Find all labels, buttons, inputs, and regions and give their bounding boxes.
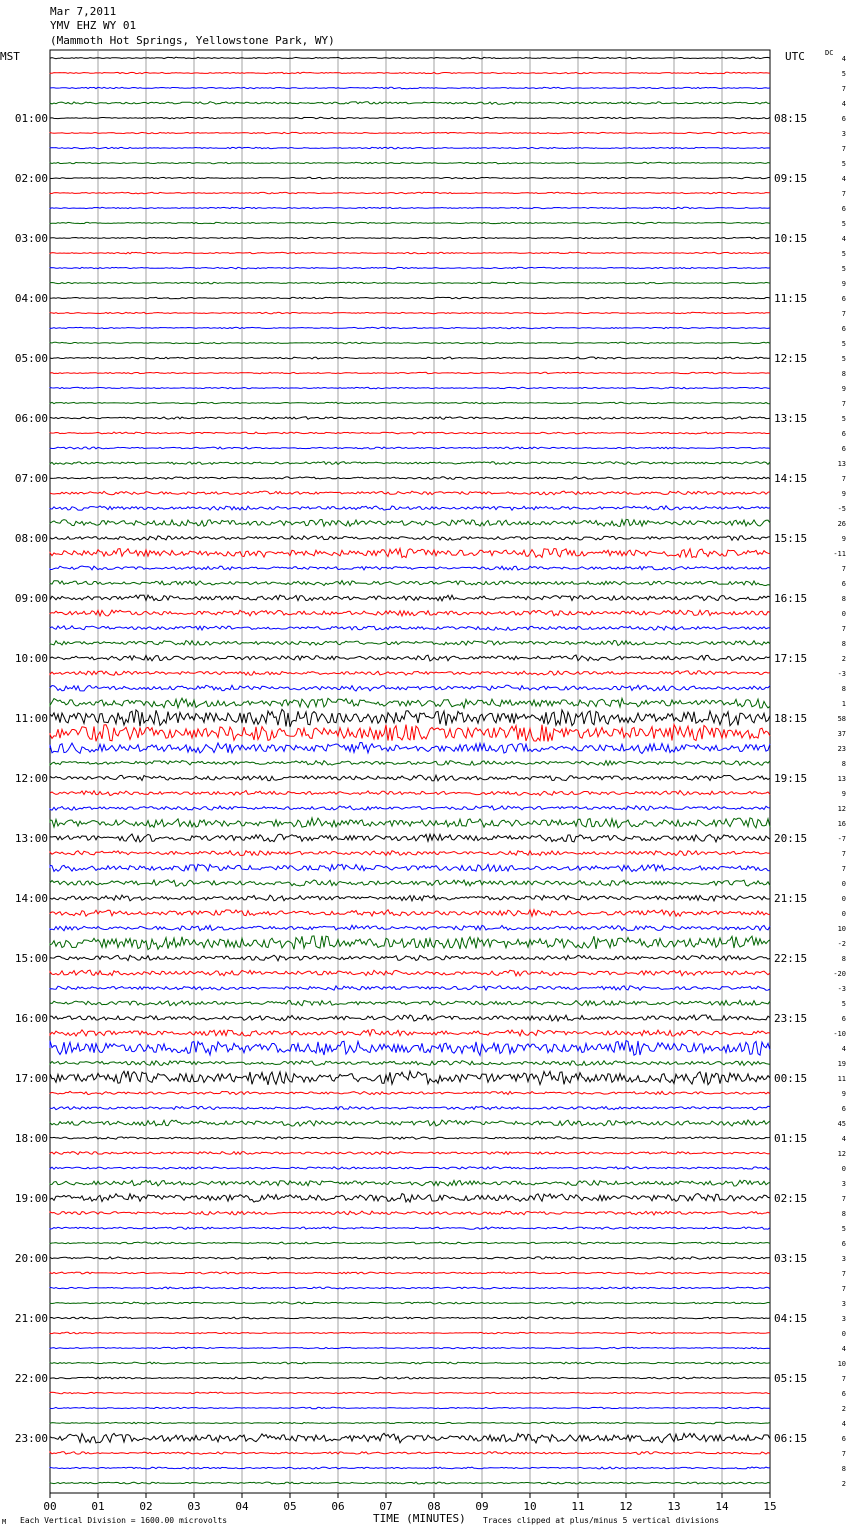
mst-hour-label: 15:00 [14, 952, 48, 965]
seismic-trace [50, 536, 770, 541]
dc-offset-value: 16 [837, 820, 846, 828]
dc-offset-value: 4 [841, 1135, 846, 1143]
seismic-trace [50, 491, 770, 495]
dc-offset-value: 6 [841, 1105, 846, 1113]
seismic-trace [50, 387, 770, 389]
seismic-trace [50, 87, 770, 89]
dc-offset-value: 5 [841, 1225, 846, 1233]
mst-hour-label: 17:00 [14, 1072, 48, 1085]
utc-hour-label: 20:15 [774, 832, 808, 845]
seismic-trace [50, 1194, 770, 1203]
seismic-trace [50, 1120, 770, 1126]
dc-offset-value: 9 [841, 535, 846, 543]
dc-offset-value: 3 [841, 1300, 846, 1308]
mst-hour-label: 02:00 [14, 172, 48, 185]
seismic-trace [50, 1377, 770, 1379]
dc-offset-value: 6 [841, 1015, 846, 1023]
seismic-trace [50, 698, 770, 708]
seismic-trace [50, 936, 770, 950]
seismic-trace [50, 581, 770, 586]
x-tick-label: 12 [619, 1500, 633, 1513]
dc-offset-value: 6 [841, 1435, 846, 1443]
seismic-trace [50, 1422, 770, 1424]
utc-hour-label: 02:15 [774, 1192, 808, 1205]
seismic-trace [50, 851, 770, 856]
seismic-trace [50, 791, 770, 796]
dc-offset-value: 0 [841, 880, 846, 888]
dc-offset-value: 5 [841, 355, 846, 363]
dc-offset-value: 19 [837, 1060, 846, 1068]
seismic-trace [50, 761, 770, 766]
dc-offset-value: 3 [841, 130, 846, 138]
station-code: YMV EHZ WY 01 [50, 19, 137, 32]
dc-offset-value: 8 [841, 760, 846, 768]
seismic-trace [50, 1407, 770, 1408]
seismic-trace [50, 1482, 770, 1484]
mst-hour-label: 07:00 [14, 472, 48, 485]
dc-offset-value: 26 [837, 520, 846, 528]
seismic-trace [50, 709, 770, 727]
seismic-trace [50, 1015, 770, 1021]
seismic-trace [50, 312, 770, 313]
seismic-trace [50, 477, 770, 480]
seismic-trace [50, 743, 770, 754]
seismic-trace [50, 192, 770, 194]
dc-offset-value: 9 [841, 790, 846, 798]
seismic-trace [50, 549, 770, 558]
mst-hour-label: 21:00 [14, 1312, 48, 1325]
seismic-trace [50, 1106, 770, 1109]
x-axis-label: TIME (MINUTES) [373, 1512, 466, 1525]
seismic-trace [50, 132, 770, 134]
dc-offset-value: 9 [841, 280, 846, 288]
mst-hour-label: 11:00 [14, 712, 48, 725]
mst-hour-label: 23:00 [14, 1432, 48, 1445]
mst-hour-label: 09:00 [14, 592, 48, 605]
footer-mark: M [2, 1518, 7, 1526]
seismic-trace [50, 895, 770, 901]
x-tick-label: 10 [523, 1500, 537, 1513]
seismic-trace [50, 566, 770, 570]
utc-hour-label: 13:15 [774, 412, 808, 425]
seismic-trace [50, 1167, 770, 1169]
dc-offset-value: 8 [841, 685, 846, 693]
dc-offset-value: 3 [841, 1315, 846, 1323]
seismic-trace [50, 626, 770, 630]
seismic-trace [50, 207, 770, 209]
dc-offset-value: -20 [833, 970, 846, 978]
dc-offset-value: 4 [841, 100, 846, 108]
dc-offset-value: 6 [841, 445, 846, 453]
seismic-trace [50, 282, 770, 284]
seismic-trace [50, 955, 770, 961]
dc-offset-value: 6 [841, 1240, 846, 1248]
seismic-trace [50, 1452, 770, 1455]
seismic-trace [50, 462, 770, 465]
seismic-trace [50, 252, 770, 254]
seismic-trace [50, 222, 770, 224]
dc-offset-value: 4 [841, 55, 846, 63]
dc-offset-value: 7 [841, 400, 846, 408]
mst-hour-label: 13:00 [14, 832, 48, 845]
seismic-trace [50, 327, 770, 328]
seismic-trace [50, 834, 770, 842]
seismic-trace [50, 655, 770, 661]
seismic-trace [50, 147, 770, 148]
mst-hour-label: 04:00 [14, 292, 48, 305]
seismic-trace [50, 641, 770, 646]
seismic-trace [50, 986, 770, 990]
utc-hour-label: 23:15 [774, 1012, 808, 1025]
x-tick-label: 03 [187, 1500, 201, 1513]
seismic-trace [50, 1071, 770, 1085]
dc-offset-value: 0 [841, 910, 846, 918]
dc-offset-value: 13 [837, 775, 846, 783]
dc-offset-value: 4 [841, 235, 846, 243]
dc-offset-value: -2 [837, 940, 846, 948]
seismic-trace [50, 671, 770, 675]
utc-hour-label: 01:15 [774, 1132, 808, 1145]
seismic-trace [50, 1467, 770, 1469]
plot-frame [50, 50, 770, 1493]
utc-hour-label: 17:15 [774, 652, 808, 665]
dc-offset-value: 4 [841, 1420, 846, 1428]
left-timezone-label: MST [0, 50, 20, 63]
dc-offset-value: 8 [841, 640, 846, 648]
x-tick-label: 02 [139, 1500, 153, 1513]
mst-hour-label: 05:00 [14, 352, 48, 365]
seismic-trace [50, 506, 770, 510]
dc-offset-value: 0 [841, 1330, 846, 1338]
dc-offset-value: 8 [841, 370, 846, 378]
x-tick-label: 05 [283, 1500, 297, 1513]
x-tick-label: 15 [763, 1500, 777, 1513]
seismic-trace [50, 1180, 770, 1186]
mst-hour-label: 08:00 [14, 532, 48, 545]
utc-hour-label: 18:15 [774, 712, 808, 725]
dc-offset-value: 12 [837, 1150, 846, 1158]
seismic-trace [50, 1287, 770, 1289]
dc-offset-value: 7 [841, 85, 846, 93]
dc-offset-value: 8 [841, 955, 846, 963]
dc-offset-value: 7 [841, 565, 846, 573]
dc-offset-value: 5 [841, 250, 846, 258]
dc-offset-value: -7 [837, 835, 846, 843]
dc-offset-value: 4 [841, 175, 846, 183]
seismic-trace [50, 818, 770, 828]
dc-offset-value: 7 [841, 1195, 846, 1203]
dc-offset-value: 8 [841, 1465, 846, 1473]
x-tick-label: 11 [571, 1500, 585, 1513]
dc-offset-value: -11 [833, 550, 846, 558]
dc-offset-value: 6 [841, 1390, 846, 1398]
seismic-trace [50, 1041, 770, 1056]
dc-offset-value: 7 [841, 865, 846, 873]
seismic-trace [50, 1227, 770, 1229]
mst-hour-label: 14:00 [14, 892, 48, 905]
seismic-trace [50, 177, 770, 178]
dc-offset-value: 2 [841, 1405, 846, 1413]
seismic-trace [50, 595, 770, 601]
dc-offset-value: -3 [837, 670, 846, 678]
clip-note: Traces clipped at plus/minus 5 vertical divisions [483, 1516, 720, 1525]
seismic-trace [50, 1433, 770, 1443]
dc-offset-value: 4 [841, 1345, 846, 1353]
seismic-trace [50, 520, 770, 527]
seismic-trace [50, 117, 770, 118]
plot-date: Mar 7,2011 [50, 5, 117, 18]
seismic-trace [50, 1362, 770, 1364]
utc-hour-label: 08:15 [774, 112, 808, 125]
dc-offset-value: 8 [841, 595, 846, 603]
right-timezone-label: UTC [785, 50, 805, 63]
dc-offset-value: 7 [841, 310, 846, 318]
x-tick-label: 07 [379, 1500, 393, 1513]
utc-hour-label: 03:15 [774, 1252, 808, 1265]
utc-hour-label: 00:15 [774, 1072, 808, 1085]
seismic-trace [50, 447, 770, 449]
seismic-trace [50, 1392, 770, 1394]
seismic-trace [50, 1347, 770, 1349]
seismic-trace [50, 402, 770, 404]
seismic-trace [50, 1137, 770, 1139]
dc-offset-value: 8 [841, 1210, 846, 1218]
dc-offset-value: 6 [841, 325, 846, 333]
x-tick-label: 04 [235, 1500, 249, 1513]
seismic-trace [50, 1332, 770, 1333]
seismic-trace [50, 72, 770, 74]
dc-offset-value: 23 [837, 745, 846, 753]
seismic-trace [50, 1257, 770, 1259]
dc-offset-value: -10 [833, 1030, 846, 1038]
dc-offset-value: 5 [841, 160, 846, 168]
dc-offset-value: 4 [841, 1045, 846, 1053]
dc-offset-value: 58 [837, 715, 846, 723]
dc-offset-value: 3 [841, 1180, 846, 1188]
mst-hour-label: 19:00 [14, 1192, 48, 1205]
dc-offset-value: 12 [837, 805, 846, 813]
dc-offset-value: 11 [837, 1075, 846, 1083]
dc-offset-value: 1 [841, 700, 846, 708]
dc-offset-value: 37 [837, 730, 846, 738]
seismic-trace [50, 1242, 770, 1244]
seismic-trace [50, 372, 770, 373]
dc-offset-value: -3 [837, 985, 846, 993]
dc-offset-value: 10 [837, 1360, 846, 1368]
mst-hour-label: 22:00 [14, 1372, 48, 1385]
seismic-trace [50, 1000, 770, 1005]
seismic-trace [50, 1302, 770, 1304]
seismic-trace [50, 1061, 770, 1066]
utc-hour-label: 04:15 [774, 1312, 808, 1325]
dc-offset-value: 6 [841, 295, 846, 303]
mst-hour-label: 06:00 [14, 412, 48, 425]
dc-offset-value: 5 [841, 220, 846, 228]
dc-offset-value: 7 [841, 1375, 846, 1383]
dc-offset-header: DC [825, 49, 834, 57]
dc-offset-value: 7 [841, 850, 846, 858]
dc-offset-value: 0 [841, 610, 846, 618]
seismic-trace [50, 432, 770, 434]
utc-hour-label: 12:15 [774, 352, 808, 365]
seismic-trace [50, 297, 770, 298]
utc-hour-label: 06:15 [774, 1432, 808, 1445]
vertical-scale-note: Each Vertical Division = 1600.00 microvolts [20, 1516, 228, 1525]
dc-offset-value: 5 [841, 340, 846, 348]
seismic-trace [50, 970, 770, 976]
seismic-trace [50, 610, 770, 616]
mst-hour-label: 12:00 [14, 772, 48, 785]
seismic-trace [50, 775, 770, 781]
seismic-trace [50, 267, 770, 269]
dc-offset-value: 6 [841, 115, 846, 123]
utc-hour-label: 21:15 [774, 892, 808, 905]
utc-hour-label: 05:15 [774, 1372, 808, 1385]
dc-offset-value: 7 [841, 475, 846, 483]
x-tick-label: 06 [331, 1500, 345, 1513]
dc-offset-value: 5 [841, 415, 846, 423]
x-tick-label: 00 [43, 1500, 57, 1513]
seismic-trace [50, 725, 770, 742]
utc-hour-label: 15:15 [774, 532, 808, 545]
dc-offset-value: 9 [841, 490, 846, 498]
dc-offset-value: 9 [841, 385, 846, 393]
dc-offset-value: 7 [841, 1270, 846, 1278]
dc-offset-value: 7 [841, 625, 846, 633]
mst-hour-label: 20:00 [14, 1252, 48, 1265]
seismic-trace [50, 57, 770, 59]
station-location: (Mammoth Hot Springs, Yellowstone Park, WY) [50, 34, 335, 47]
dc-offset-value: 5 [841, 70, 846, 78]
utc-hour-label: 09:15 [774, 172, 808, 185]
dc-offset-value: 5 [841, 265, 846, 273]
dc-offset-value: 9 [841, 1090, 846, 1098]
utc-hour-label: 14:15 [774, 472, 808, 485]
mst-hour-label: 01:00 [14, 112, 48, 125]
mst-hour-label: 18:00 [14, 1132, 48, 1145]
x-tick-label: 01 [91, 1500, 105, 1513]
mst-hour-label: 03:00 [14, 232, 48, 245]
x-tick-label: 13 [667, 1500, 681, 1513]
dc-offset-value: -5 [837, 505, 846, 513]
dc-offset-value: 0 [841, 895, 846, 903]
utc-hour-label: 10:15 [774, 232, 808, 245]
seismic-trace [50, 864, 770, 871]
utc-hour-label: 16:15 [774, 592, 808, 605]
seismic-trace [50, 342, 770, 344]
seismic-trace [50, 925, 770, 930]
seismic-trace [50, 162, 770, 164]
mst-hour-label: 16:00 [14, 1012, 48, 1025]
dc-offset-value: 3 [841, 1255, 846, 1263]
utc-hour-label: 22:15 [774, 952, 808, 965]
seismic-trace [50, 357, 770, 359]
seismic-trace [50, 685, 770, 691]
utc-hour-label: 11:15 [774, 292, 808, 305]
x-tick-label: 14 [715, 1500, 729, 1513]
utc-hour-label: 19:15 [774, 772, 808, 785]
x-tick-label: 09 [475, 1500, 489, 1513]
dc-offset-value: 13 [837, 460, 846, 468]
seismic-trace [50, 880, 770, 886]
x-tick-label: 08 [427, 1500, 441, 1513]
seismic-trace [50, 1211, 770, 1215]
seismic-trace [50, 806, 770, 810]
dc-offset-value: 6 [841, 205, 846, 213]
dc-offset-value: 6 [841, 430, 846, 438]
seismic-trace [50, 1091, 770, 1094]
dc-offset-value: 5 [841, 1000, 846, 1008]
seismic-trace [50, 1317, 770, 1319]
dc-offset-value: 6 [841, 580, 846, 588]
seismic-trace [50, 237, 770, 238]
dc-offset-value: 2 [841, 655, 846, 663]
mst-hour-label: 10:00 [14, 652, 48, 665]
seismic-trace [50, 1030, 770, 1036]
dc-offset-value: 10 [837, 925, 846, 933]
dc-offset-value: 7 [841, 1285, 846, 1293]
dc-offset-value: 7 [841, 145, 846, 153]
dc-offset-value: 7 [841, 1450, 846, 1458]
dc-offset-value: 2 [841, 1480, 846, 1488]
seismic-trace [50, 417, 770, 420]
dc-offset-value: 0 [841, 1165, 846, 1173]
seismic-trace [50, 1272, 770, 1274]
seismic-trace [50, 910, 770, 917]
seismic-trace [50, 102, 770, 105]
dc-offset-value: 45 [837, 1120, 846, 1128]
seismic-trace [50, 1152, 770, 1155]
dc-offset-value: 7 [841, 190, 846, 198]
